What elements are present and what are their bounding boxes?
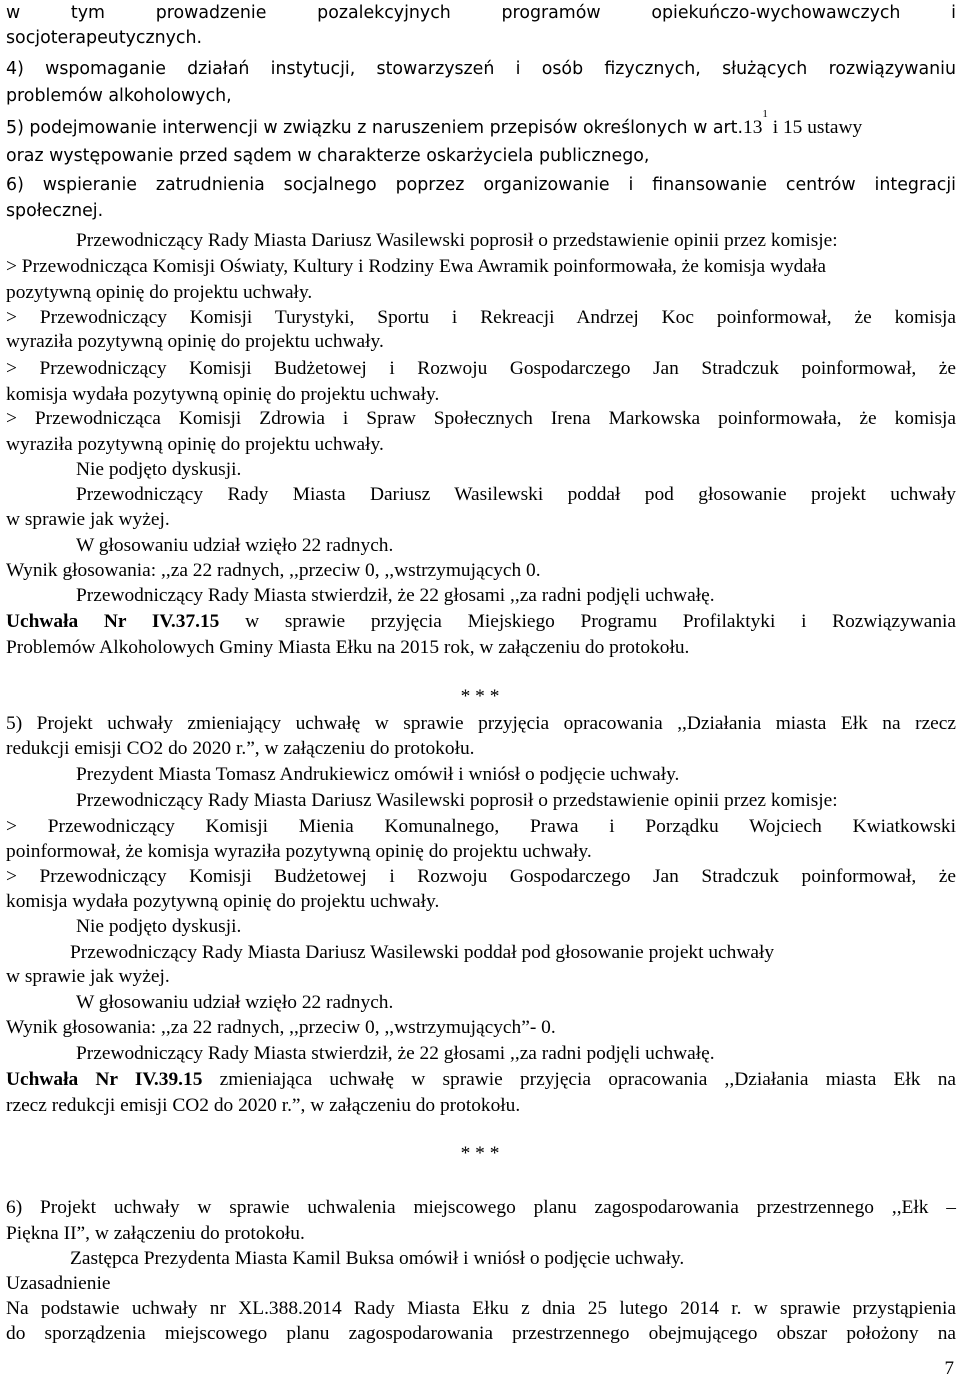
text-line: komisja wydała pozytywną opinię do projektu uchwały. xyxy=(6,891,440,912)
text-line: > Przewodnicząca Komisji Oświaty, Kultury i Rodziny Ewa Awramik poinformowała, że komisja wydała xyxy=(6,256,826,277)
text-line: rzecz redukcji emisji CO2 do 2020 r.”, w załączeniu do protokołu. xyxy=(6,1095,521,1116)
text-line: oraz występowanie przed sądem w charakterze oskarżyciela publicznego, xyxy=(6,146,650,166)
text-line: w sprawie jak wyżej. xyxy=(6,509,170,530)
page-number: 7 xyxy=(944,1358,954,1379)
text-line: Wynik głosowania: ,,za 22 radnych, ,,przeciw 0, ,,wstrzymujących”- 0. xyxy=(6,1017,556,1038)
text-line: Przewodniczący Rady Miasta stwierdził, że 22 głosami ,,za radni podjęli uchwałę. xyxy=(76,585,715,606)
superscript: 1 xyxy=(762,108,768,120)
section-separator: * * * xyxy=(460,1143,500,1164)
text-fragment: 5) podejmowanie interwencji w związku z naruszeniem przepisów określonych w art. xyxy=(6,118,743,138)
text-line: poinformował, że komisja wyraziła pozytywną opinię do projektu uchwały. xyxy=(6,841,592,862)
text-line: wyraziła pozytywną opinię do projektu uchwały. xyxy=(6,434,384,455)
text-line: 6) Projekt uchwały w sprawie uchwalenia miejscowego planu zagospodarowania przestrzennego ,,Ełk – xyxy=(6,1197,956,1218)
text-line: społecznej. xyxy=(6,201,104,221)
text-line: wyraziła pozytywną opinię do projektu uchwały. xyxy=(6,331,384,352)
text-line xyxy=(6,108,863,141)
text-line: Zastępca Prezydenta Miasta Kamil Buksa omówił i wniósł o podjęcie uchwały. xyxy=(70,1248,685,1269)
text-line: W głosowaniu udział wzięło 22 radnych. xyxy=(76,535,394,556)
text-fragment: w sprawie przyjęcia Miejskiego Programu Profilaktyki i Rozwiązywania xyxy=(219,611,957,632)
text-line: Piękna II”, w załączeniu do protokołu. xyxy=(6,1223,305,1244)
text-line: 4) wspomaganie działań instytucji, stowarzyszeń i osób fizycznych, służących rozwiązywaniu xyxy=(6,59,956,79)
text-line: Problemów Alkoholowych Gminy Miasta Ełku na 2015 rok, w załączeniu do protokołu. xyxy=(6,637,690,658)
text-line: Uzasadnienie xyxy=(6,1273,111,1294)
text-line: pozytywną opinię do projektu uchwały. xyxy=(6,282,313,303)
text-line: w tym prowadzenie pozalekcyjnych programów opiekuńczo-wychowawczych i xyxy=(6,3,956,23)
text-line: 5) Projekt uchwały zmieniający uchwałę w sprawie przyjęcia opracowania ,,Działania miasta Ełk na rzecz xyxy=(6,713,956,734)
text-line: komisja wydała pozytywną opinię do projektu uchwały. xyxy=(6,384,440,405)
text-line: do sporządzenia miejscowego planu zagospodarowania przestrzennego obejmującego obszar położony na xyxy=(6,1323,956,1344)
text-line: > Przewodnicząca Komisji Zdrowia i Spraw Społecznych Irena Markowska poinformowała, że komisja xyxy=(6,408,956,429)
text-line: W głosowaniu udział wzięło 22 radnych. xyxy=(76,992,394,1013)
text-line xyxy=(6,1067,956,1093)
text-line: Prezydent Miasta Tomasz Andrukiewicz omówił i wniósł o podjęcie uchwały. xyxy=(76,764,680,785)
text-line: redukcji emisji CO2 do 2020 r.”, w załączeniu do protokołu. xyxy=(6,738,475,759)
text-line: problemów alkoholowych, xyxy=(6,86,232,106)
resolution-number: Uchwała Nr IV.37.15 xyxy=(6,611,220,632)
text-line: Przewodniczący Rady Miasta Dariusz Wasilewski poprosił o przedstawienie opinii przez komisje: xyxy=(76,230,838,251)
text-line: 6) wspieranie zatrudnienia socjalnego poprzez organizowanie i finansowanie centrów integracji xyxy=(6,175,956,195)
text-line: Przewodniczący Rady Miasta stwierdził, że 22 głosami ,,za radni podjęli uchwałę. xyxy=(76,1043,715,1064)
text-line xyxy=(6,609,956,635)
text-line: Przewodniczący Rady Miasta Dariusz Wasilewski poprosił o przedstawienie opinii przez komisje: xyxy=(76,790,838,811)
text-fragment: zmieniająca uchwałę w sprawie przyjęcia opracowania ,,Działania miasta Ełk na xyxy=(202,1069,956,1090)
text-line: Na podstawie uchwały nr XL.388.2014 Rady Miasta Ełku z dnia 25 lutego 2014 r. w sprawie przystąpienia xyxy=(6,1298,956,1319)
text-line: > Przewodniczący Komisji Turystyki, Sportu i Rekreacji Andrzej Koc poinformował, że komisja xyxy=(6,307,956,328)
text-line: w sprawie jak wyżej. xyxy=(6,966,170,987)
text-fragment: i 15 ustawy xyxy=(767,117,863,138)
section-separator: * * * xyxy=(460,686,500,707)
text-line: > Przewodniczący Komisji Budżetowej i Rozwoju Gospodarczego Jan Stradczuk poinformował, że xyxy=(6,866,956,887)
text-fragment: 13 xyxy=(743,117,763,138)
resolution-number: Uchwała Nr IV.39.15 xyxy=(6,1069,203,1090)
text-line: > Przewodniczący Komisji Mienia Komunalnego, Prawa i Porządku Wojciech Kwiatkowski xyxy=(6,816,956,837)
text-line: Przewodniczący Rady Miasta Dariusz Wasilewski poddał pod głosowanie projekt uchwały xyxy=(76,484,956,505)
text-line: Nie podjęto dyskusji. xyxy=(76,916,242,937)
text-line: Przewodniczący Rady Miasta Dariusz Wasilewski poddał pod głosowanie projekt uchwały xyxy=(70,942,775,963)
text-line: > Przewodniczący Komisji Budżetowej i Rozwoju Gospodarczego Jan Stradczuk poinformował, że xyxy=(6,358,956,379)
text-line: socjoterapeutycznych. xyxy=(6,28,203,48)
text-line: Wynik głosowania: ,,za 22 radnych, ,,przeciw 0, ,,wstrzymujących 0. xyxy=(6,560,541,581)
text-line: Nie podjęto dyskusji. xyxy=(76,459,242,480)
